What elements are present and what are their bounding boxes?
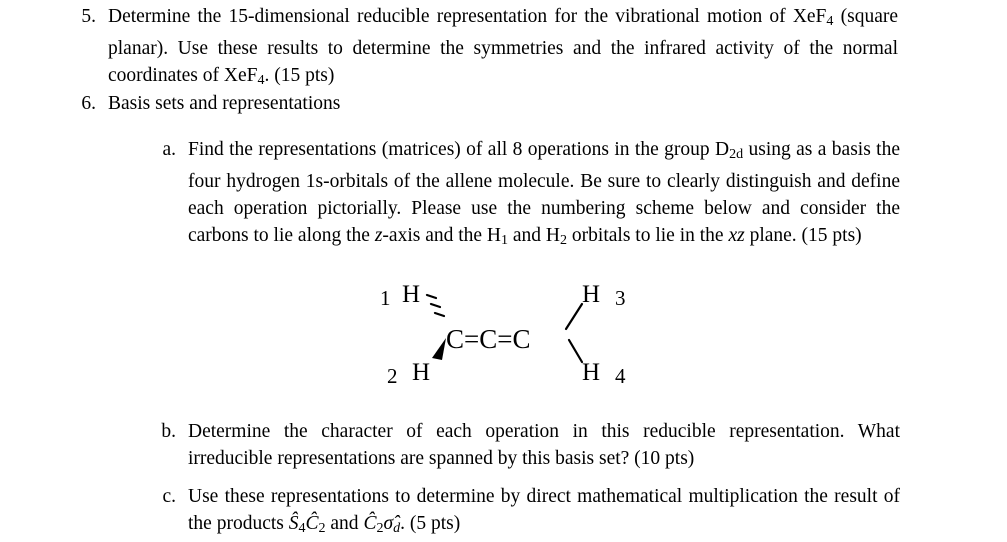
q5-part2: (square planar). Use these results to determine the symmetries and the infrared activity of the normal coordinates of XeF <box>108 6 898 87</box>
q6a-part1: Find the representations (matrices) of all 8 operations in the group D <box>188 139 730 160</box>
q6c-math-s4-sub: 4 <box>298 520 306 537</box>
q5-part3: . (15 pts) <box>264 65 335 87</box>
question-5-number: 5. <box>81 6 96 27</box>
wedge-bond-h2 <box>432 338 446 360</box>
label-h3: H <box>582 281 601 308</box>
q6c-math-c2b: Ĉ <box>363 513 377 534</box>
question-6c-letter: c. <box>162 486 176 507</box>
q6c-math-c2a: Ĉ <box>305 513 319 534</box>
carbon-chain-label: C=C=C <box>446 324 531 354</box>
q6a-part3: -axis and the H <box>382 225 502 247</box>
bond-h3 <box>566 304 582 329</box>
q6c-part2: and <box>325 513 364 534</box>
q6c-part1: Use these representations to determine by direct mathematical multiplication the result of the products <box>188 486 900 534</box>
label-h3-number: 3 <box>615 286 626 310</box>
question-5 <box>58 3 898 94</box>
label-h1-number: 1 <box>380 286 391 310</box>
label-h2-number: 2 <box>387 364 398 388</box>
question-6c <box>140 483 900 542</box>
q6c-part3: . (5 pts) <box>400 513 461 534</box>
question-6b-letter: b. <box>161 421 176 442</box>
question-6-text: Basis sets and representations <box>108 93 341 114</box>
q6c-math-c2a-sub: 2 <box>318 520 326 537</box>
question-6 <box>58 90 898 117</box>
q6a-part5: orbitals to lie in the <box>567 225 729 247</box>
q6a-part4: and H <box>508 225 561 247</box>
question-6b-text: Determine the character of each operation in this reducible representation. What irreducible representations are spanned by this basis set? (10 pts) <box>188 421 900 469</box>
question-6a <box>140 136 900 254</box>
label-h2: H <box>412 359 431 386</box>
q6c-math-c2b-sub: 2 <box>376 520 384 537</box>
q6a-sub2: 1 <box>501 232 509 249</box>
q6a-part6: plane. (15 pts) <box>744 225 862 247</box>
q6c-math-sigma: σ̂ <box>383 513 394 534</box>
label-h1: H <box>402 281 421 308</box>
label-h4-number: 4 <box>615 364 626 388</box>
q5-part1: Determine the 15-dimensional reducible representation for the vibrational motion of XeF <box>108 6 827 27</box>
q6a-ital-z: z <box>374 225 383 247</box>
q6c-math-s4: Ŝ <box>288 513 299 534</box>
bond-h4 <box>569 340 582 362</box>
q5-sub1: 4 <box>826 13 834 30</box>
q6a-part2: using as a basis the four hydrogen 1s-orbitals of the allene molecule. Be sure to clearly distinguish and define each operation pictorially. Please use the numbering scheme below and consider the carbons to lie along the <box>188 139 900 247</box>
q6a-ital-xz: xz <box>728 225 745 247</box>
q5-sub2: 4 <box>257 72 265 89</box>
label-h4: H <box>582 359 601 386</box>
q6c-math-sigma-sub: d <box>393 520 401 537</box>
question-6-number: 6. <box>81 93 96 114</box>
q6a-sub3: 2 <box>560 232 568 249</box>
question-6c-text <box>188 483 900 542</box>
question-6a-letter: a. <box>162 139 176 160</box>
question-5-text <box>108 3 898 94</box>
question-6a-text <box>188 136 900 254</box>
hashed-bond-h1 <box>427 295 444 316</box>
allene-structure-diagram <box>380 282 670 400</box>
question-6b <box>140 418 900 472</box>
q6a-sub1: 2d <box>729 146 744 163</box>
